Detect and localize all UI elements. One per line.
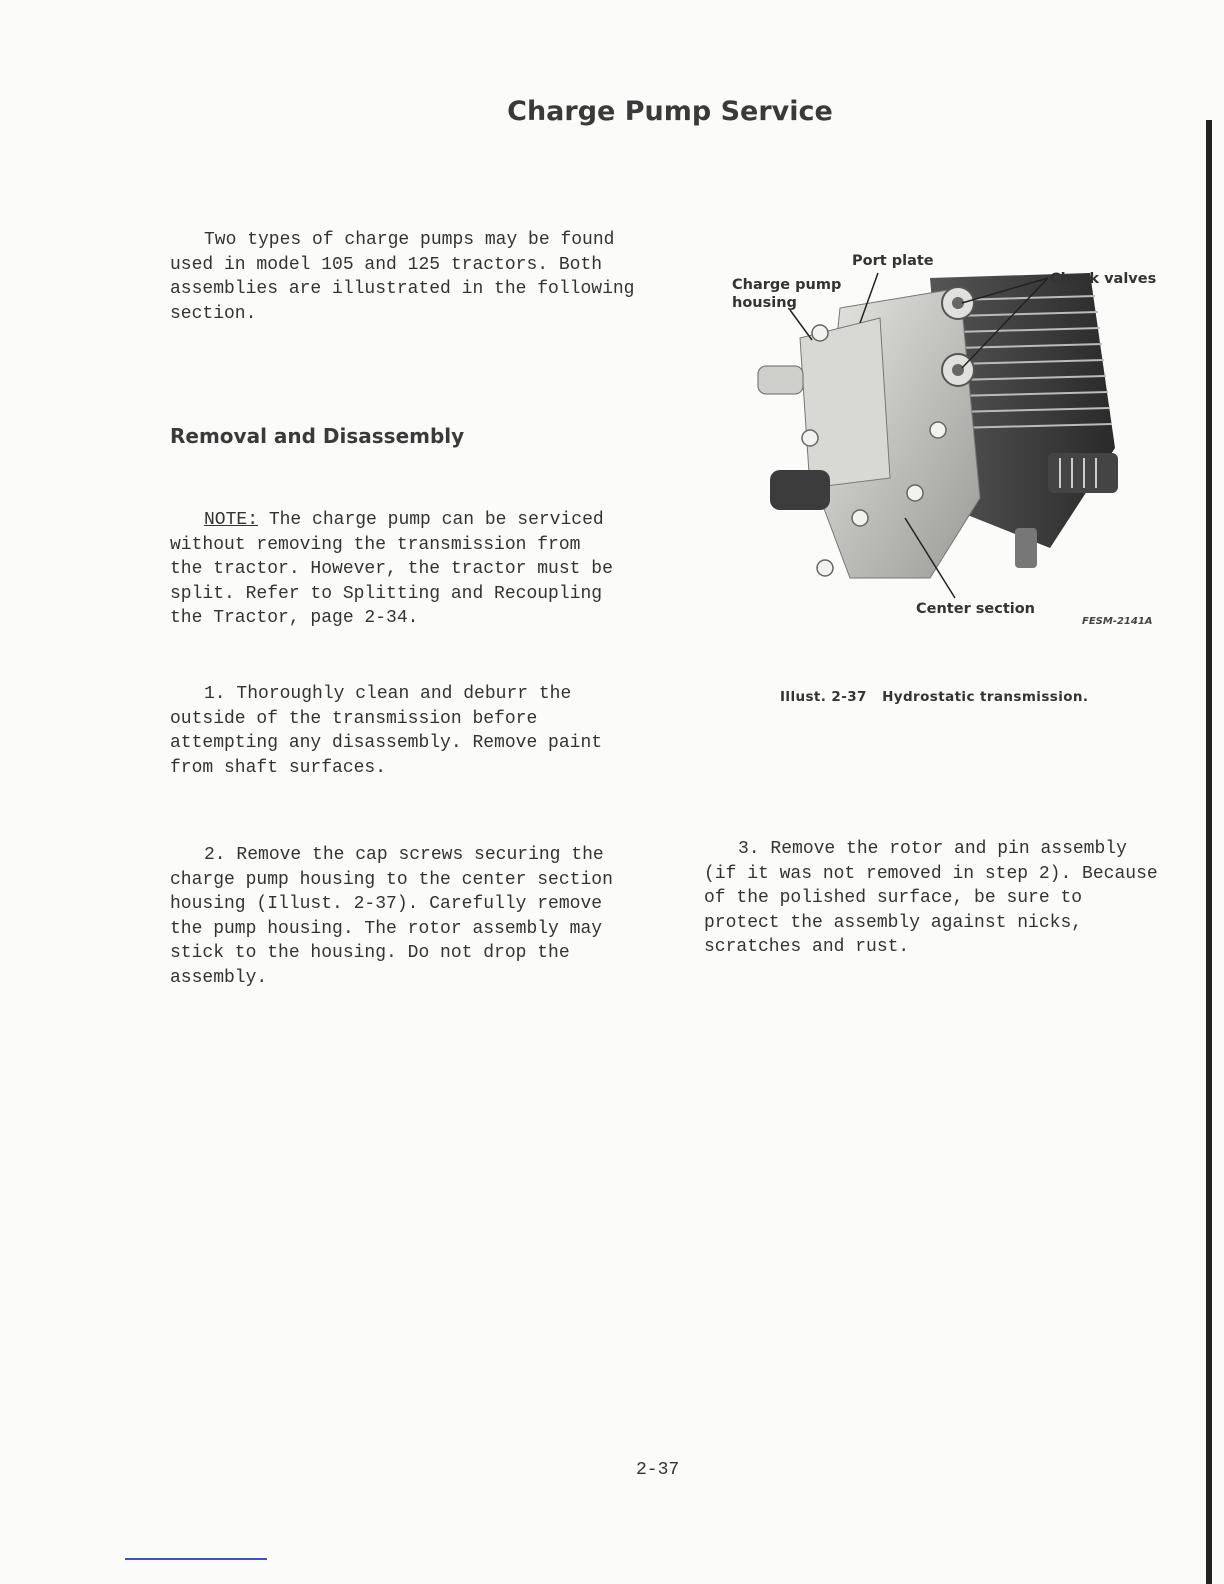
label-port-plate: Port plate bbox=[852, 253, 934, 269]
page-number: 2-37 bbox=[636, 1460, 680, 1480]
page-title: Charge Pump Service bbox=[507, 96, 833, 127]
transmission-illustration bbox=[730, 248, 1160, 638]
step-2 bbox=[170, 843, 640, 991]
step-number: 1. bbox=[204, 684, 226, 704]
label-charge-pump-housing-1: Charge pump bbox=[732, 277, 842, 293]
figure-caption: Illust. 2-37 Hydrostatic transmission. bbox=[780, 689, 1089, 705]
step-number: 2. bbox=[204, 845, 226, 865]
section-heading: Removal and Disassembly bbox=[170, 424, 465, 448]
bottom-rule bbox=[125, 1558, 267, 1560]
step-text: Remove the rotor and pin assembly (if it was not removed in step 2). Because of the polished surface, be sure to protect the assembly against nicks, scratches and rust. bbox=[704, 839, 1158, 958]
fitting bbox=[1015, 528, 1037, 568]
step-3 bbox=[704, 837, 1164, 960]
note-paragraph bbox=[170, 508, 620, 631]
note-label: NOTE: bbox=[204, 510, 259, 530]
step-1 bbox=[170, 682, 640, 780]
label-center-section: Center section bbox=[916, 601, 1036, 617]
charge-pump-housing bbox=[800, 318, 890, 488]
intro-text: Two types of charge pumps may be found used in model 105 and 125 tractors. Both assemblies are illustrated in the following section. bbox=[170, 230, 635, 324]
input-shaft bbox=[758, 366, 803, 394]
page-edge-shadow bbox=[1206, 120, 1212, 1584]
output-shaft bbox=[770, 470, 830, 510]
intro-paragraph bbox=[170, 228, 650, 326]
step-text: Remove the cap screws securing the charge pump housing to the center section housing (Illust. 2-37). Carefully remove the pump housing. The rotor assembly may stick to the housing. Do not drop the assembly. bbox=[170, 845, 613, 988]
label-check-valves: Check valves bbox=[1050, 271, 1157, 287]
label-charge-pump-housing-2: housing bbox=[732, 295, 797, 311]
note-text: The charge pump can be serviced without removing the transmission from the tractor. However, the tractor must be split. Refer to Splitting and Recoupling the Tractor, page 2-34. bbox=[170, 510, 613, 629]
step-text: Thoroughly clean and deburr the outside of the transmission before attempting any disassembly. Remove paint from shaft surfaces. bbox=[170, 684, 603, 778]
figure-code: FESM-2141A bbox=[1082, 616, 1153, 627]
step-number: 3. bbox=[738, 839, 760, 859]
